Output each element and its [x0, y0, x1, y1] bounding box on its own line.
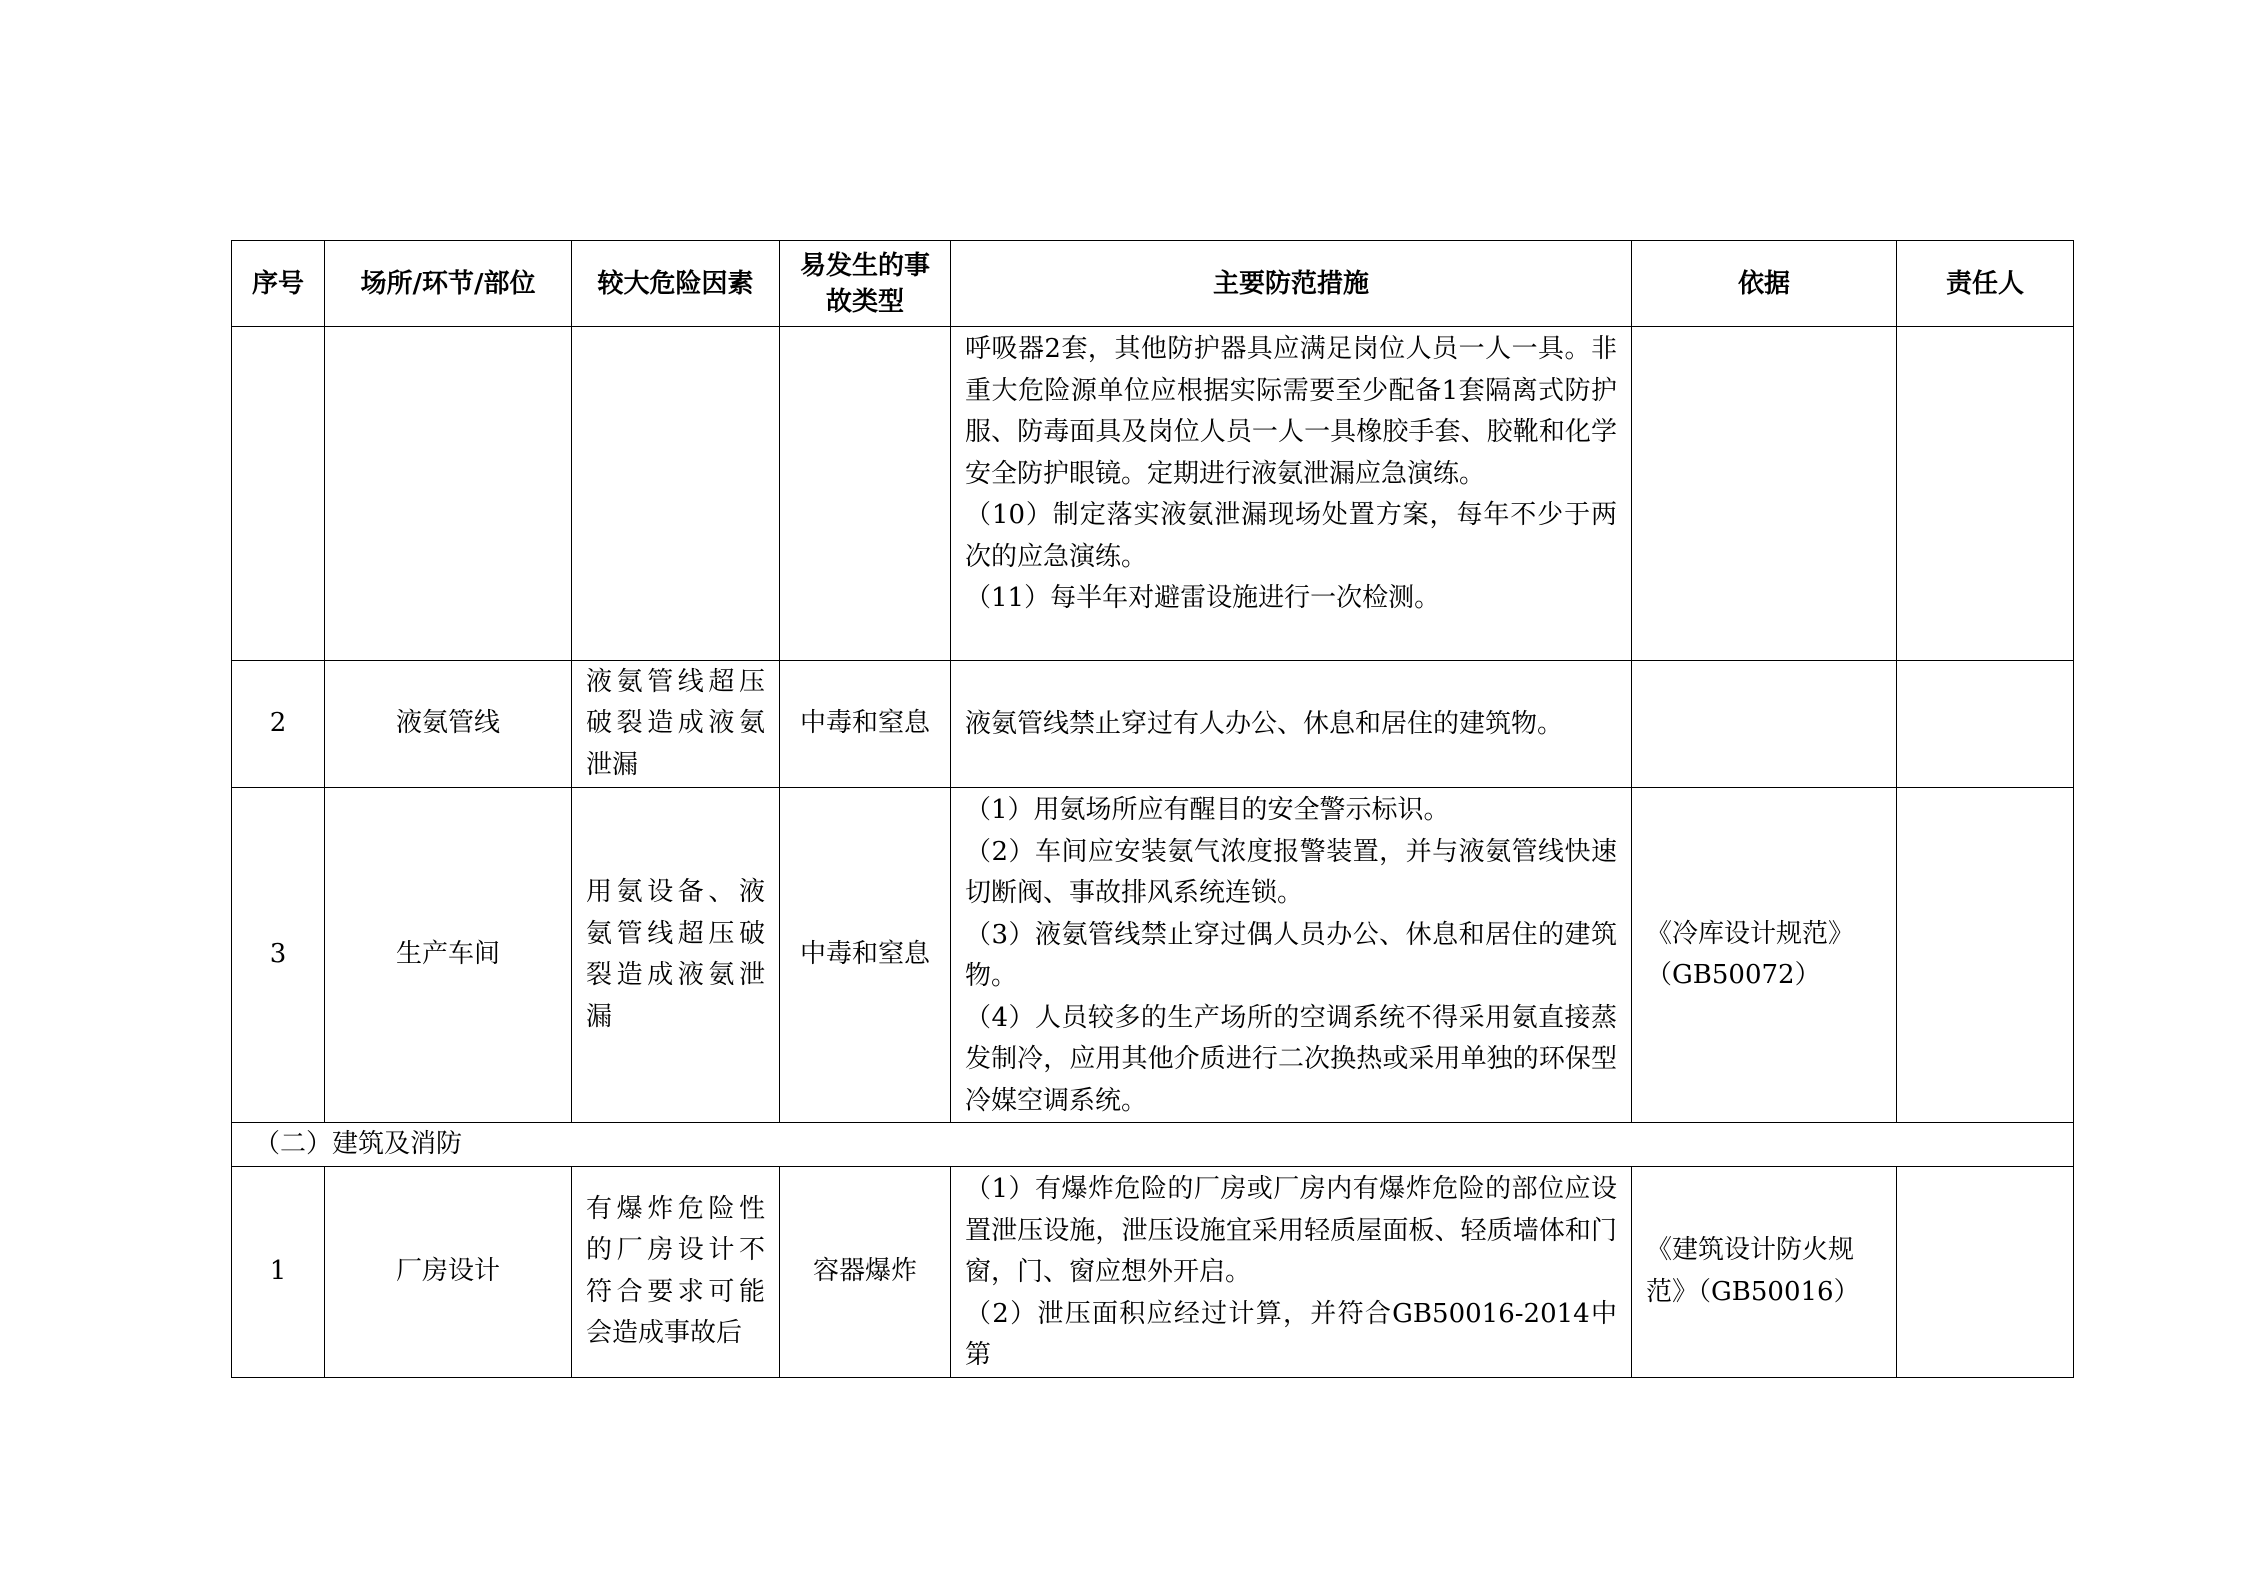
row-no — [232, 327, 325, 661]
table-row — [232, 661, 2074, 788]
row-no: 2 — [232, 661, 325, 788]
header-no: 序号 — [232, 241, 325, 327]
row-no: 1 — [232, 1167, 325, 1378]
header-basis: 依据 — [1632, 241, 1897, 327]
measure-item: （1）用氨场所应有醒目的安全警示标识。 — [965, 795, 1450, 825]
measure-item: 呼吸器2套，其他防护器具应满足岗位人员一人一具。非重大危险源单位应根据实际需要至少配备1套隔离式防护服、防毒面具及岗位人员一人一具橡胶手套、胶靴和化学安全防护眼镜。定期进行液氨泄漏应急演练。 — [965, 334, 1617, 489]
header-hazard: 较大危险因素 — [572, 241, 780, 327]
row-person — [1897, 1167, 2074, 1378]
row-basis: 《冷库设计规范》（GB50072） — [1632, 788, 1897, 1123]
row-hazard: 液氨管线超压破裂造成液氨泄漏 — [572, 661, 780, 788]
row-place: 生产车间 — [325, 788, 572, 1123]
row-accident: 容器爆炸 — [780, 1167, 951, 1378]
row-hazard: 有爆炸危险性的厂房设计不符合要求可能会造成事故后 — [572, 1167, 780, 1378]
header-accident: 易发生的事故类型 — [780, 241, 951, 327]
measure-item: 液氨管线禁止穿过有人办公、休息和居住的建筑物。 — [965, 709, 1564, 740]
row-hazard: 用氨设备、液氨管线超压破裂造成液氨泄漏 — [572, 788, 780, 1123]
row-measures — [951, 661, 1632, 788]
measure-item: （11）每半年对避雷设施进行一次检测。 — [965, 583, 1441, 613]
header-person: 责任人 — [1897, 241, 2074, 327]
row-accident: 中毒和窒息 — [780, 788, 951, 1123]
row-place: 液氨管线 — [325, 661, 572, 788]
measure-item: （10）制定落实液氨泄漏现场处置方案，每年不少于两次的应急演练。 — [965, 500, 1617, 572]
hazard-table — [231, 240, 2074, 1378]
row-measures — [951, 788, 1632, 1123]
row-person — [1897, 327, 2074, 661]
table-row — [232, 1167, 2074, 1378]
measure-item: （2）泄压面积应经过计算，并符合GB50016-2014中第 — [965, 1298, 1617, 1370]
row-accident: 中毒和窒息 — [780, 661, 951, 788]
row-person — [1897, 661, 2074, 788]
table-row — [232, 327, 2074, 661]
measure-item: （1）有爆炸危险的厂房或厂房内有爆炸危险的部位应设置泄压设施，泄压设施宜采用轻质屋面板、轻质墙体和门窗，门、窗应想外开启。 — [965, 1174, 1617, 1287]
row-measures — [951, 327, 1632, 661]
measure-item: （4）人员较多的生产场所的空调系统不得采用氨直接蒸发制冷，应用其他介质进行二次换热或采用单独的环保型冷媒空调系统。 — [965, 1002, 1617, 1116]
row-place: 厂房设计 — [325, 1167, 572, 1378]
section-row — [232, 1123, 2074, 1167]
row-place — [325, 327, 572, 661]
row-person — [1897, 788, 2074, 1123]
row-no: 3 — [232, 788, 325, 1123]
section-title: （二）建筑及消防 — [232, 1123, 2074, 1167]
header-row — [232, 241, 2074, 327]
measure-item: （2）车间应安装氨气浓度报警装置，并与液氨管线快速切断阀、事故排风系统连锁。 — [965, 836, 1617, 908]
header-measures: 主要防范措施 — [951, 241, 1632, 327]
row-accident — [780, 327, 951, 661]
row-hazard — [572, 327, 780, 661]
row-measures — [951, 1167, 1632, 1378]
measure-item: （3）液氨管线禁止穿过偶人员办公、休息和居住的建筑物。 — [965, 919, 1617, 991]
table-row — [232, 788, 2074, 1123]
row-basis: 《建筑设计防火规范》（GB50016） — [1632, 1167, 1897, 1378]
row-basis — [1632, 327, 1897, 661]
row-basis — [1632, 661, 1897, 788]
header-place: 场所/环节/部位 — [325, 241, 572, 327]
